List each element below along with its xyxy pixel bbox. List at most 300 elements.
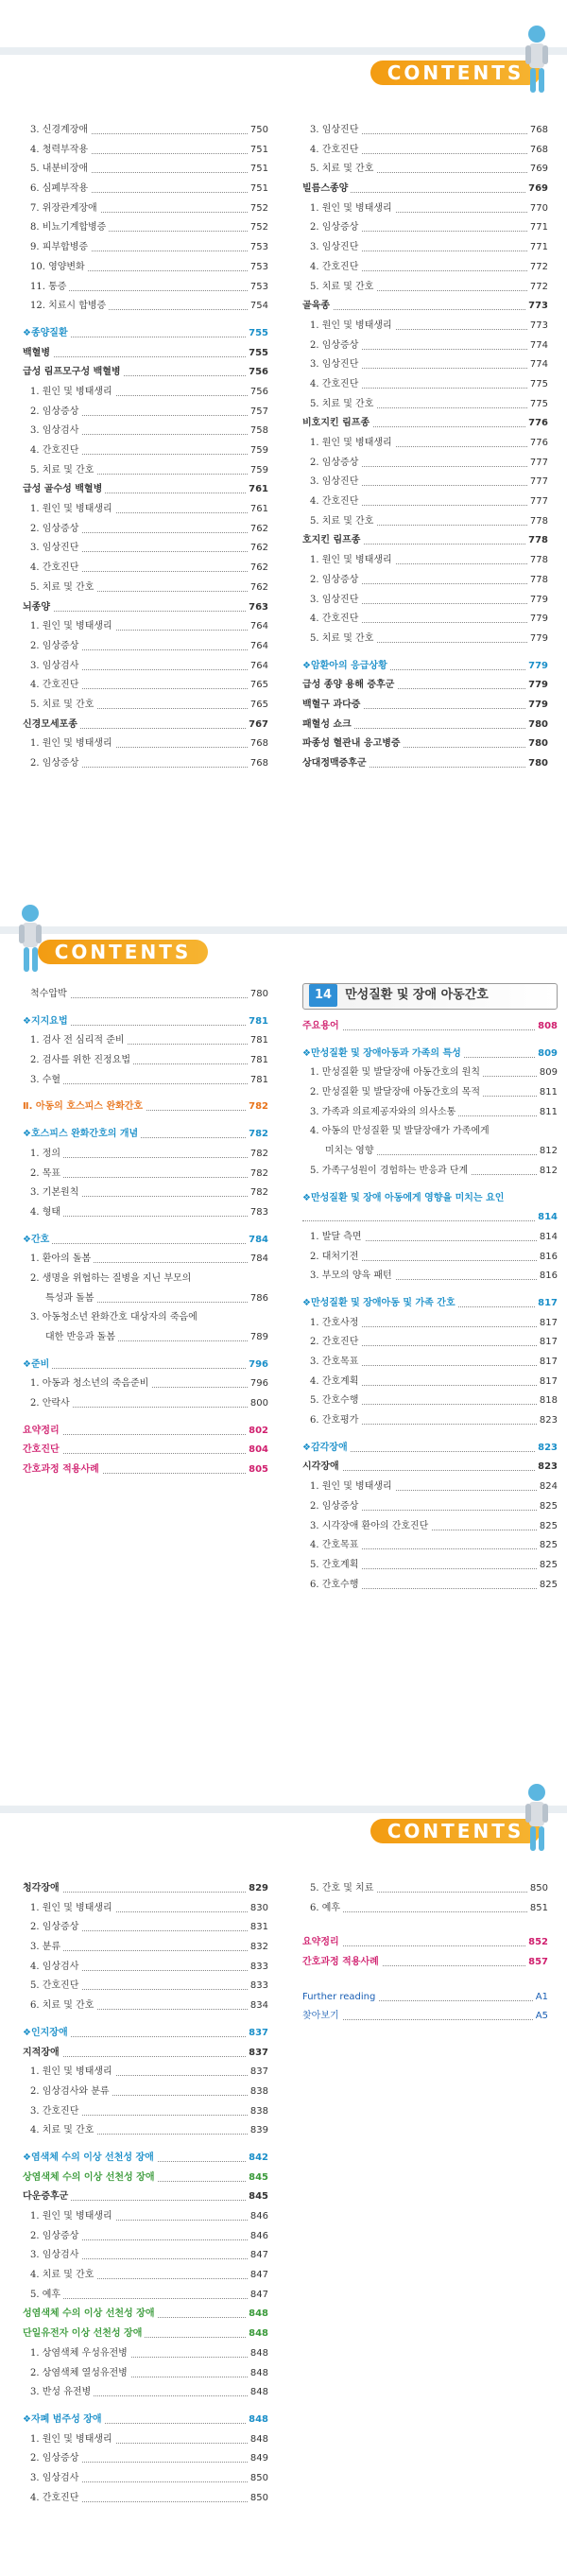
spacer [23,1223,268,1231]
page-number: 782 [248,1165,268,1184]
page-number: 833 [248,1977,268,1997]
page-number: 762 [248,579,268,598]
summary-entry[interactable] [302,1017,558,1037]
toc-entry[interactable] [302,1353,558,1373]
spacer [23,1005,268,1012]
toc-entry[interactable] [302,551,548,571]
page-number: 838 [248,2083,268,2102]
page-number: 817 [537,1373,558,1392]
toc-entry[interactable] [302,1392,558,1411]
toc-entry[interactable] [23,441,268,461]
toc-entry[interactable] [23,1997,268,2016]
toc-entry[interactable] [302,218,548,238]
toc-entry[interactable] [23,754,268,774]
page-number: 772 [527,258,548,278]
toc-entry[interactable] [302,1333,558,1353]
summary-entry[interactable] [302,1953,548,1973]
entry-title: 2. 목표 [23,1165,63,1184]
subsection-entry[interactable] [302,297,548,317]
toc-entry[interactable] [23,2364,268,2384]
toc-entry[interactable] [302,199,548,219]
entry-title: 4. 간호진단 [23,2489,81,2509]
toc-entry[interactable] [302,1517,558,1537]
toc-entry[interactable] [302,1576,558,1596]
page-number: 838 [248,2102,268,2122]
toc-entry[interactable] [23,2469,268,2489]
entry-title: 상염색체 수의 이상 선천성 장애 [23,2169,158,2188]
toc-entry[interactable] [302,1142,558,1162]
toc-entry[interactable] [23,2207,268,2227]
page-number: 780 [525,716,548,735]
toc-entry[interactable] [302,160,548,180]
entry-title: 11. 통증 [23,278,69,298]
page-number: 764 [248,657,268,677]
page-number: 781 [246,1012,268,1032]
entry-title: 2. 임상증상 [302,1497,361,1517]
toc-entry[interactable] [23,1145,268,1165]
entry-title: 2. 임상검사와 분류 [23,2083,112,2102]
entry-title: 청각장애 [23,1879,62,1899]
toc-entry[interactable] [23,1289,268,1309]
header-band [0,1806,567,1813]
toc-entry[interactable] [302,1228,558,1248]
entry-title: 1. 원인 및 병태생리 [23,1899,115,1919]
entry-title: 7. 위장관계장애 [23,199,100,219]
part-entry[interactable] [23,1098,268,1117]
entry-title: 4. 간호진단 [302,141,361,161]
toc-entry[interactable] [302,1536,558,1556]
toc-entry[interactable] [23,637,268,657]
toc-entry[interactable] [23,403,268,423]
toc-entry[interactable] [302,317,548,337]
entry-title: 3. 임상진단 [302,238,361,258]
header-band [0,926,567,934]
subsection-entry[interactable] [23,2044,268,2064]
toc-entry[interactable] [23,559,268,579]
section-entry[interactable] [302,1294,558,1314]
toc-entry[interactable] [23,199,268,219]
toc-entry[interactable] [302,355,548,375]
toc-entry[interactable] [23,735,268,754]
entry-title: 1. 원인 및 병태생리 [23,2207,115,2227]
page-number: 771 [527,238,548,258]
subsection-entry[interactable] [23,2187,268,2207]
entry-title: 2. 생명을 위협하는 질병을 지닌 부모의 [23,1270,194,1289]
entry-title: 2. 상염색체 열성유전병 [23,2364,130,2384]
section-entry[interactable] [23,1231,268,1251]
toc-entry[interactable] [302,121,548,141]
toc-entry[interactable] [23,2489,268,2509]
subsection-entry[interactable] [302,754,548,774]
entry-title: 4. 청력부작용 [23,141,91,161]
toc-entry[interactable] [302,375,548,395]
entry-title: 4. 아동의 만성질환 및 발달장애가 가족에게 [302,1122,492,1142]
toc-entry[interactable] [302,1267,558,1287]
entry-title: 5. 내분비장애 [23,160,91,180]
toc-entry[interactable] [23,1071,268,1091]
category-entry[interactable] [23,2325,268,2344]
page-number: 817 [537,1314,558,1334]
page-number: 812 [537,1162,558,1182]
subsection-entry[interactable] [302,696,548,716]
entry-title: 4. 간호진단 [23,676,81,696]
toc-entry[interactable] [23,461,268,481]
entry-title: 3. 임상검사 [23,2469,81,2489]
toc-entry[interactable] [302,473,548,493]
spacer [302,1980,548,1988]
toc-entry[interactable] [23,985,268,1005]
page-number: A5 [533,2007,548,2027]
page-number: 814 [537,1228,558,1248]
category-entry[interactable] [23,2305,268,2325]
page-number: 842 [246,2149,268,2169]
page-number: 776 [527,434,548,454]
page-number: 752 [248,218,268,238]
toc-entry[interactable] [23,1203,268,1223]
subsection-entry[interactable] [302,414,548,434]
toc-entry[interactable] [302,395,548,415]
toc-entry[interactable] [23,1918,268,1938]
entry-title: 5. 간호계획 [302,1556,361,1576]
toc-entry[interactable] [302,454,548,474]
section-entry[interactable] [23,1356,268,1375]
subsection-entry[interactable] [302,735,548,754]
appendix-entry[interactable] [302,2007,548,2027]
entry-title: 2. 검사를 위한 진정요법 [23,1051,133,1071]
entry-title: 3. 부모의 양육 패턴 [302,1267,395,1287]
toc-entry[interactable] [302,1083,558,1103]
page-number: 846 [248,2207,268,2227]
toc-entry[interactable] [23,1308,268,1328]
entry-title: 1. 원인 및 병태생리 [23,383,115,403]
toc-entry[interactable] [302,630,548,649]
section-entry[interactable] [302,1045,558,1064]
page-number: 759 [248,441,268,461]
toc-entry[interactable] [302,238,548,258]
entry-title: 3. 시각장애 환아의 간호진단 [302,1517,431,1537]
toc-entry[interactable] [23,676,268,696]
entry-title: 5. 치료 및 간호 [302,630,376,649]
toc-entry[interactable] [23,141,268,161]
toc-entry[interactable] [23,1184,268,1203]
page-number: 762 [248,539,268,559]
toc-entry[interactable] [23,1374,268,1394]
entry-title: 지적장애 [23,2044,62,2064]
subsection-entry[interactable] [23,598,268,618]
page-number: 780 [525,754,548,774]
toc-entry[interactable] [302,512,548,532]
toc-entry[interactable] [23,2246,268,2266]
toc-entry[interactable] [23,1938,268,1958]
entry-title: ❖준비 [23,1356,52,1375]
toc-entry[interactable] [23,500,268,520]
page-number: 825 [537,1576,558,1596]
subsection-entry[interactable] [23,363,268,383]
entry-title: 6. 치료 및 간호 [23,1997,96,2016]
toc-entry[interactable] [23,1165,268,1184]
section-entry[interactable] [23,324,268,344]
subsection-entry[interactable] [302,180,548,199]
page-number: 817 [537,1333,558,1353]
entry-title: 3. 기본원칙 [23,1184,81,1203]
page-number: 837 [246,2044,268,2064]
subsection-entry[interactable] [302,676,548,696]
toc-entry[interactable] [23,2121,268,2141]
entry-title: 5. 예후 [23,2286,63,2306]
page-number: 857 [525,1953,548,1973]
summary-entry[interactable] [302,1933,548,1953]
toc-entry[interactable] [23,2102,268,2122]
page-number: 832 [248,1938,268,1958]
toc-entry[interactable] [302,1478,558,1497]
toc-entry[interactable] [302,610,548,630]
page-number: 778 [527,571,548,591]
entry-title: 4. 간호진단 [302,258,361,278]
page-number: 767 [246,716,268,735]
page-number: 779 [527,630,548,649]
section-entry[interactable] [23,2411,268,2430]
toc-entry[interactable] [23,617,268,637]
entry-title: ❖만성질환 및 장애 아동에게 영향을 미치는 요인 [302,1189,507,1209]
toc-entry[interactable] [23,520,268,540]
page-number: 817 [535,1294,558,1314]
entry-title: 비호지킨 림프종 [302,414,372,434]
page-number: 775 [527,375,548,395]
toc-entry[interactable] [23,180,268,199]
toc-entry[interactable] [23,1270,268,1289]
chapter-number: 14 [309,984,337,1007]
toc-entry[interactable] [23,1394,268,1414]
page-number: 769 [525,180,548,199]
section-entry[interactable] [23,1012,268,1032]
page-number: 777 [527,493,548,512]
entry-title: 2. 임상증상 [302,454,361,474]
toc-entry[interactable] [23,539,268,559]
toc-entry[interactable] [23,2063,268,2083]
toc-entry[interactable] [302,141,548,161]
contents-right-column [302,981,558,1595]
toc-entry[interactable] [23,422,268,441]
entry-title: Ⅱ. 아동의 호스피스 완화간호 [23,1098,146,1117]
category-entry[interactable] [23,2169,268,2188]
summary-entry[interactable] [23,1441,268,1461]
toc-entry[interactable] [23,2383,268,2403]
entry-title: 주요용어 [302,1017,342,1037]
subsection-entry[interactable] [23,344,268,364]
toc-entry[interactable] [23,297,268,317]
subsection-entry[interactable] [23,716,268,735]
toc-entry[interactable] [23,1958,268,1978]
spacer [302,1973,548,1980]
entry-title: 5. 치료 및 간호 [302,278,376,298]
page-number: 808 [535,1017,558,1037]
page-number: 809 [535,1045,558,1064]
toc-entry[interactable] [302,434,548,454]
toc-entry[interactable] [23,2266,268,2286]
appendix-entry[interactable] [302,1988,548,2008]
page-number: 830 [248,1899,268,1919]
entry-title: 2. 임상증상 [23,754,81,774]
entry-title: 간호진단 [23,1441,62,1461]
toc-entry[interactable] [23,278,268,298]
page-number: 777 [527,454,548,474]
toc-entry[interactable] [23,2344,268,2364]
spacer [302,1926,548,1933]
subsection-entry[interactable] [302,716,548,735]
entry-title: 급성 종양 용해 증후군 [302,676,397,696]
toc-entry[interactable] [23,579,268,598]
entry-title: 3. 신경계장애 [23,121,91,141]
page-number: 802 [246,1422,268,1442]
dot-leader [23,611,268,612]
chapter-title: 만성질환 및 장애 아동간호 [345,988,489,1002]
summary-entry[interactable] [23,1422,268,1442]
subsection-entry[interactable] [302,1458,558,1478]
section-entry[interactable] [302,1208,558,1228]
toc-entry[interactable] [23,383,268,403]
page-number: 762 [248,559,268,579]
page-number: 847 [248,2266,268,2286]
entry-title: ❖암환아의 응급상황 [302,657,390,677]
toc-entry[interactable] [23,1328,268,1348]
toc-entry[interactable] [23,1051,268,1071]
page-number: 751 [248,160,268,180]
page-number: 779 [525,676,548,696]
page-number: 750 [248,121,268,141]
page-number: 768 [527,141,548,161]
page-number: 782 [246,1125,268,1145]
entry-title: 6. 간호평가 [302,1411,361,1431]
toc-entry[interactable] [302,278,548,298]
page-number: 779 [525,696,548,716]
entry-title: 3. 임상검사 [23,2246,81,2266]
section-entry[interactable] [23,2149,268,2169]
page-number: 780 [525,735,548,754]
section-entry[interactable] [23,2024,268,2044]
entry-title: 3. 임상진단 [302,355,361,375]
section-entry[interactable] [23,1125,268,1145]
toc-entry[interactable] [302,258,548,278]
entry-title: 6. 예후 [302,1899,343,1919]
toc-entry[interactable] [302,1373,558,1392]
contents-page-3 [0,1758,567,2576]
page-number: 818 [537,1392,558,1411]
spacer [23,1348,268,1356]
subsection-entry[interactable] [302,531,548,551]
page-number: 762 [248,520,268,540]
contents-left-column [23,1879,268,2508]
entry-title: 5. 간호진단 [23,1977,81,1997]
section-entry[interactable] [302,1439,558,1459]
entry-title: 간호과정 적용사례 [23,1461,102,1480]
page-header [0,1758,567,1862]
toc-entry[interactable] [23,258,268,278]
toc-entry[interactable] [302,1411,558,1431]
page-number: 780 [248,985,268,1005]
toc-entry[interactable] [23,696,268,716]
page-number: 769 [527,160,548,180]
page-number: 755 [246,324,268,344]
toc-entry[interactable] [23,2083,268,2102]
toc-entry[interactable] [23,657,268,677]
page-number: 829 [246,1879,268,1899]
page-number: 778 [525,531,548,551]
spacer [23,2403,268,2411]
page-number: 759 [248,461,268,481]
entry-title: 4. 간호진단 [23,441,81,461]
toc-entry[interactable] [23,218,268,238]
toc-entry[interactable] [302,1063,558,1083]
entry-title: 4. 간호진단 [302,493,361,512]
page-number: 778 [527,512,548,532]
page-number: 850 [248,2489,268,2509]
entry-title: 1. 원인 및 병태생리 [302,434,395,454]
page-number: 825 [537,1497,558,1517]
toc-entry[interactable] [23,2286,268,2306]
toc-entry[interactable] [302,1248,558,1268]
toc-entry[interactable] [302,1314,558,1334]
toc-entry[interactable] [23,160,268,180]
subsection-entry[interactable] [23,1879,268,1899]
section-entry[interactable] [302,1189,558,1209]
spacer [23,2016,268,2024]
page-number: 761 [248,500,268,520]
toc-entry[interactable] [23,121,268,141]
toc-entry[interactable] [23,1977,268,1997]
toc-entry[interactable] [302,1122,558,1142]
subsection-entry[interactable] [23,480,268,500]
toc-entry[interactable] [23,238,268,258]
toc-entry[interactable] [302,1497,558,1517]
entry-title: 8. 비뇨기계합병증 [23,218,109,238]
entry-title: 특성과 돌봄 [23,1289,96,1309]
toc-entry[interactable] [302,591,548,611]
toc-entry[interactable] [302,1899,548,1919]
page-number: 771 [527,218,548,238]
toc-entry[interactable] [302,1556,558,1576]
toc-entry[interactable] [302,1879,548,1899]
entry-title: 3. 임상검사 [23,422,81,441]
entry-title: 빌름스종양 [302,180,351,199]
page-number: 756 [246,363,268,383]
toc-entry[interactable] [23,1031,268,1051]
toc-entry[interactable] [302,1162,558,1182]
entry-title: 5. 간호 및 치료 [302,1879,376,1899]
page-number: 779 [525,657,548,677]
page-number: 783 [248,1203,268,1223]
entry-title: 찾아보기 [302,2007,342,2027]
page-number: 805 [246,1461,268,1480]
entry-title: 대한 반응과 돌봄 [23,1328,118,1348]
page-number: 753 [248,258,268,278]
section-entry[interactable] [302,657,548,677]
summary-entry[interactable] [23,1461,268,1480]
toc-entry[interactable] [302,571,548,591]
page-number: 811 [537,1083,558,1103]
entry-title: 패혈성 쇼크 [302,716,354,735]
toc-entry[interactable] [23,1899,268,1919]
toc-entry[interactable] [23,2430,268,2450]
dot-leader [23,356,268,357]
page-number: 764 [248,637,268,657]
toc-entry[interactable] [23,2227,268,2247]
toc-entry[interactable] [302,493,548,512]
toc-entry[interactable] [23,1250,268,1270]
toc-entry[interactable] [302,337,548,356]
toc-entry[interactable] [23,2449,268,2469]
toc-entry[interactable] [302,1103,558,1123]
entry-title: 1. 원인 및 병태생리 [23,617,115,637]
